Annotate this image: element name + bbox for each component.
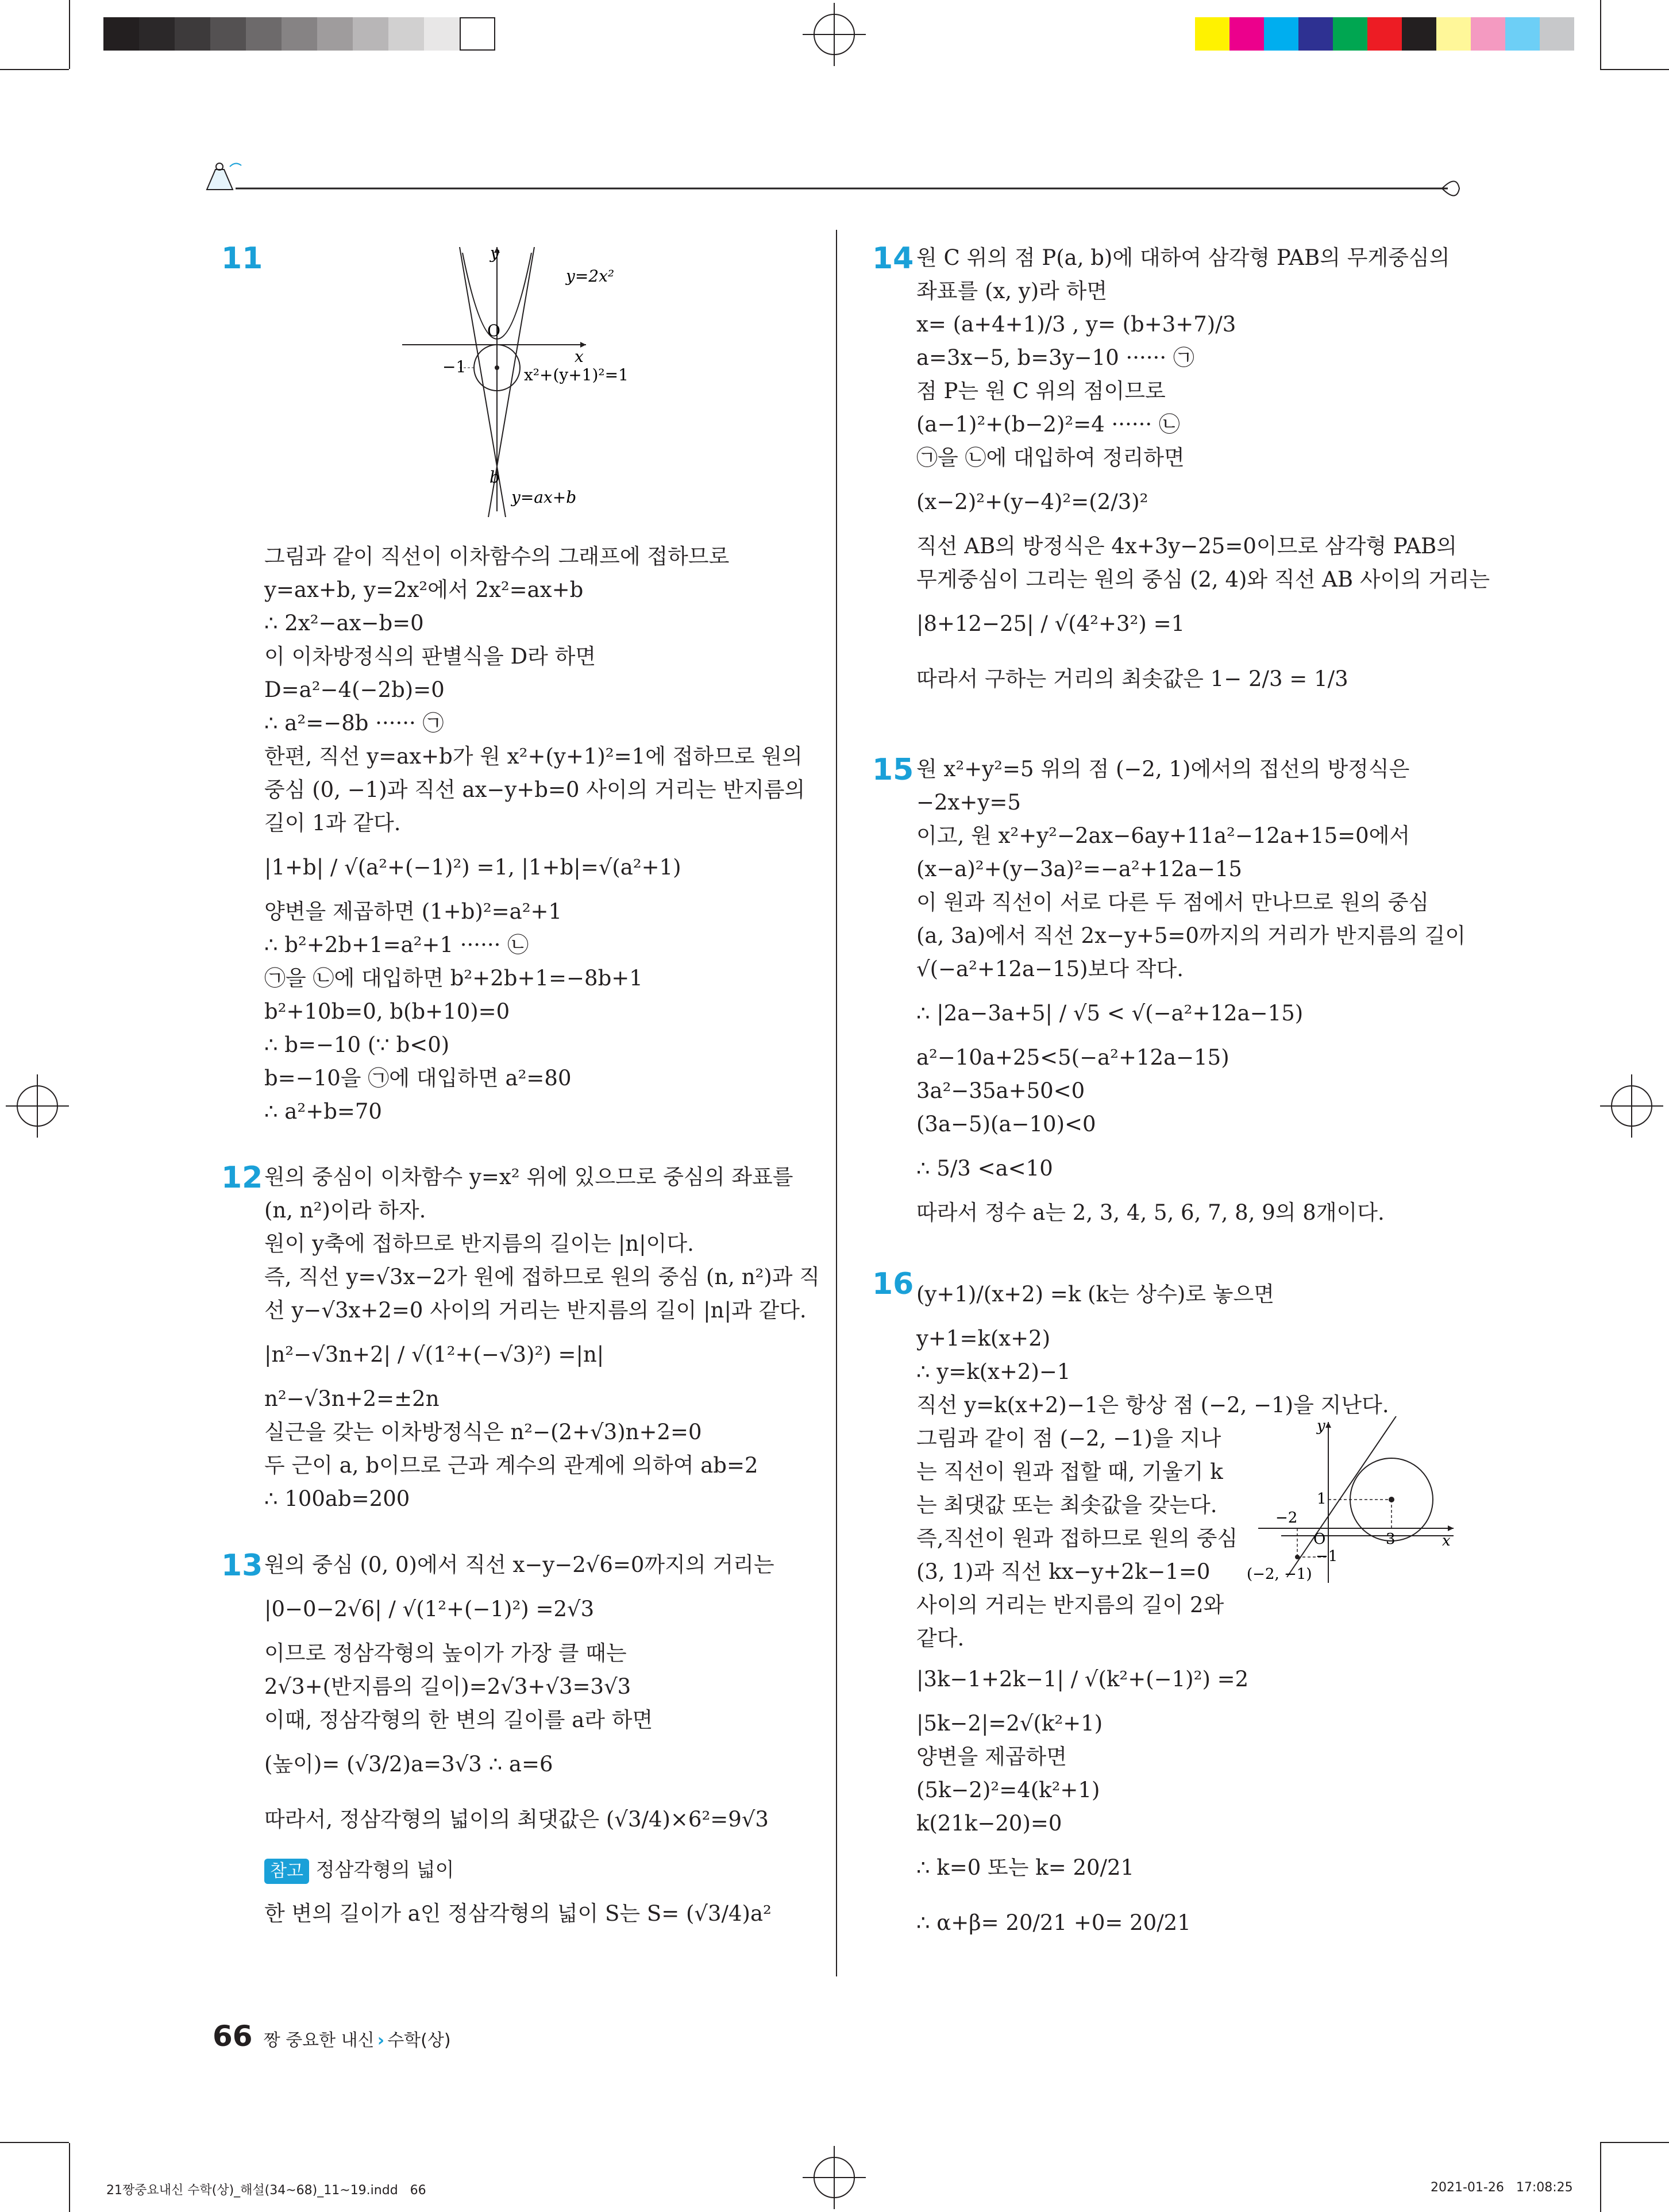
- curve-label: y=2x²: [566, 267, 615, 286]
- problem-16-solution-bottom: [916, 1652, 1491, 1951]
- solution-line: |3k−1+2k−1| / √(k²+(−1)²) =2: [916, 1667, 1249, 1691]
- problem-16-solution-wrap: [916, 1422, 1238, 1655]
- color-swatch: [1264, 17, 1298, 51]
- axis-label-y: y: [1317, 1417, 1325, 1435]
- solution-line: |1+b| / √(a²+(−1)²) =1, |1+b|=√(a²+1): [264, 855, 681, 880]
- solution-line: 이때, 정삼각형의 한 변의 길이를 a라 하면: [264, 1708, 653, 1732]
- solution-line: ∴ α+β= 20/21 +0= 20/21: [916, 1910, 1191, 1935]
- solution-line: 양변을 제곱하면 (1+b)²=a²+1: [264, 899, 562, 924]
- solution-line: k(21k−20)=0: [916, 1811, 1062, 1836]
- solution-line: 원의 중심이 이차함수 y=x² 위에 있으므로 중심의 좌표를: [264, 1165, 793, 1189]
- solution-line: 선 y−√3x+2=0 사이의 거리는 반지름의 길이 |n|과 같다.: [264, 1298, 807, 1323]
- registration-mark-top: [803, 3, 866, 66]
- solution-line: ∴ a²=−8b ······ ㉠: [264, 711, 444, 735]
- registration-mark-right: [1600, 1074, 1663, 1138]
- bell-icon: [207, 163, 241, 190]
- solution-line: 이고, 원 x²+y²−2ax−6ay+11a²−12a+15=0에서: [916, 823, 1410, 848]
- gray-swatch: [175, 17, 210, 51]
- solution-line: ∴ a²+b=70: [264, 1099, 382, 1124]
- problem-number: 13: [221, 1548, 263, 1583]
- solution-line: x= (a+4+1)/3 , y= (b+3+7)/3: [916, 312, 1236, 337]
- solution-line: ∴ b=−10 (∵ b<0): [264, 1032, 450, 1057]
- solution-line: 이므로 정삼각형의 높이가 가장 클 때는: [264, 1641, 627, 1666]
- solution-line: 두 근이 a, b이므로 근과 계수의 관계에 의하여 ab=2: [264, 1453, 758, 1478]
- solution-line: √(−a²+12a−15)보다 작다.: [916, 957, 1184, 981]
- solution-line: 2√3+(반지름의 길이)=2√3+√3=3√3: [264, 1674, 631, 1699]
- solution-line: |5k−2|=2√(k²+1): [916, 1711, 1103, 1736]
- solution-line: 사이의 거리는 반지름의 길이 2와: [916, 1593, 1224, 1617]
- solution-line: D=a²−4(−2b)=0: [264, 677, 445, 702]
- solution-line: 중심 (0, −1)과 직선 ax−y+b=0 사이의 거리는 반지름의: [264, 777, 805, 802]
- problem-15-solution: [916, 753, 1491, 1230]
- gray-swatch: [388, 17, 424, 51]
- note-line: 한 변의 길이가 a인 정삼각형의 넓이 S는 S= (√3/4)a²: [264, 1901, 772, 1926]
- subject-label: 수학(상): [387, 2030, 451, 2051]
- solution-line: ∴ k=0 또는 k= 20/21: [916, 1855, 1135, 1880]
- origin-label: O: [1313, 1531, 1326, 1548]
- color-swatch: [1229, 17, 1264, 51]
- problem-12-solution: [264, 1161, 820, 1516]
- solution-line: −2x+y=5: [916, 790, 1021, 815]
- solution-line: 이 이차방정식의 판별식을 D라 하면: [264, 644, 596, 669]
- circle-label: x²+(y+1)²=1: [524, 365, 629, 384]
- note-badge: 참고: [264, 1859, 309, 1884]
- page-number: 66: [213, 2020, 253, 2053]
- solution-line: 직선 y=k(x+2)−1은 항상 점 (−2, −1)을 지난다.: [916, 1393, 1389, 1417]
- solution-line: 따라서 정수 a는 2, 3, 4, 5, 6, 7, 8, 9의 8개이다.: [916, 1200, 1385, 1225]
- solution-line: 원이 y축에 접하므로 반지름의 길이는 |n|이다.: [264, 1231, 694, 1256]
- problem-13-solution: [264, 1548, 810, 1941]
- color-swatch: [1436, 17, 1471, 51]
- note-title: 정삼각형의 넓이: [315, 1859, 454, 1882]
- solution-line: 길이 1과 같다.: [264, 811, 401, 835]
- book-title: 짱 중요한 내신: [263, 2030, 375, 2051]
- solution-line: (5k−2)²=4(k²+1): [916, 1778, 1100, 1802]
- color-swatch: [1471, 17, 1505, 51]
- solution-line: b²+10b=0, b(b+10)=0: [264, 999, 510, 1024]
- origin-label: O: [487, 321, 500, 340]
- solution-line: (a, 3a)에서 직선 2x−y+5=0까지의 거리가 반지름의 길이: [916, 923, 1466, 948]
- color-swatch: [1402, 17, 1436, 51]
- problem-16-graph: [1247, 1416, 1459, 1589]
- axis-label-x: x: [575, 347, 584, 366]
- gray-swatch: [139, 17, 175, 51]
- tick-label-neg-one: −1: [1316, 1548, 1338, 1565]
- solution-line: 점 P는 원 C 위의 점이므로: [916, 379, 1166, 403]
- header-decoration: [195, 155, 1471, 201]
- slug-file: 21짱중요내신 수학(상)_해설(34~68)_11~19.indd 66: [106, 2183, 426, 2198]
- solution-line: a=3x−5, b=3y−10 ······ ㉠: [916, 345, 1194, 370]
- problem-number: 14: [872, 241, 914, 276]
- axis-label-y: y: [490, 247, 499, 263]
- solution-line: 이 원과 직선이 서로 다른 두 점에서 만나므로 원의 중심: [916, 890, 1429, 915]
- registration-mark-left: [6, 1074, 69, 1138]
- solution-line: (n, n²)이라 하자.: [264, 1198, 426, 1223]
- solution-line: y=ax+b, y=2x²에서 2x²=ax+b: [264, 577, 584, 602]
- column-divider: [836, 230, 837, 1976]
- solution-line: |n²−√3n+2| / √(1²+(−√3)²) =|n|: [264, 1342, 604, 1367]
- solution-line: 그림과 같이 점 (−2, −1)을 지나: [916, 1426, 1221, 1451]
- tick-label-three: 3: [1386, 1531, 1396, 1548]
- problem-number: 11: [221, 241, 263, 276]
- color-swatch: [1367, 17, 1402, 51]
- solution-line: 좌표를 (x, y)라 하면: [916, 279, 1108, 303]
- gray-swatch: [103, 17, 139, 51]
- solution-line: 3a²−35a+50<0: [916, 1078, 1085, 1103]
- solution-line: 는 최댓값 또는 최솟값을 갖는다.: [916, 1493, 1217, 1517]
- solution-line: 원의 중심 (0, 0)에서 직선 x−y−2√6=0까지의 거리는: [264, 1552, 774, 1577]
- axis-label-x: x: [1442, 1532, 1451, 1550]
- gray-swatch: [460, 17, 495, 51]
- gray-swatch: [424, 17, 460, 51]
- solution-line: 같다.: [916, 1626, 965, 1651]
- solution-line: 양변을 제곱하면: [916, 1744, 1067, 1769]
- solution-line: (x−2)²+(y−4)²=(2/3)²: [916, 490, 1148, 514]
- solution-line: n²−√3n+2=±2n: [264, 1386, 440, 1411]
- solution-line: 무게중심이 그리는 원의 중심 (2, 4)와 직선 AB 사이의 거리는: [916, 567, 1490, 592]
- problem-11-graph: [402, 247, 672, 517]
- color-swatch: [1505, 17, 1540, 51]
- tick-label-neg-two: −2: [1275, 1509, 1298, 1527]
- problem-16-solution-top: [916, 1267, 1491, 1422]
- solution-line: a²−10a+25<5(−a²+12a−15): [916, 1045, 1229, 1070]
- solution-line: ㉠을 ㉡에 대입하여 정리하면: [916, 445, 1185, 470]
- chevron-icon: ›: [377, 2030, 385, 2051]
- note-header: [264, 1853, 810, 1886]
- solution-line: 따라서 구하는 거리의 최솟값은 1− 2/3 = 1/3: [916, 666, 1348, 691]
- point-label: (−2, −1): [1247, 1566, 1312, 1583]
- solution-line: ∴ 5/3 <a<10: [916, 1156, 1053, 1181]
- solution-line: ∴ 2x²−ax−b=0: [264, 611, 424, 635]
- color-swatch: [1540, 17, 1574, 51]
- page-footer: [213, 2020, 451, 2053]
- solution-line: 즉,직선이 원과 접하므로 원의 중심: [916, 1526, 1238, 1551]
- gray-swatch: [353, 17, 388, 51]
- solution-line: b=−10을 ㉠에 대입하면 a²=80: [264, 1066, 572, 1090]
- solution-line: 따라서, 정삼각형의 넓이의 최댓값은 (√3/4)×6²=9√3: [264, 1807, 769, 1832]
- solution-line: ㉠을 ㉡에 대입하면 b²+2b+1=−8b+1: [264, 966, 643, 991]
- neg-one-label: −1: [442, 357, 467, 376]
- solution-line: (3a−5)(a−10)<0: [916, 1112, 1096, 1136]
- gray-swatch: [210, 17, 246, 51]
- color-swatch: [1333, 17, 1367, 51]
- gray-swatch: [282, 17, 317, 51]
- tick-label-one: 1: [1317, 1490, 1327, 1508]
- b-label: b: [489, 468, 500, 487]
- solution-line: 실근을 갖는 이차방정식은 n²−(2+√3)n+2=0: [264, 1420, 702, 1444]
- solution-line: (x−a)²+(y−3a)²=−a²+12a−15: [916, 857, 1242, 881]
- color-swatch: [1195, 17, 1229, 51]
- gray-swatch: [246, 17, 282, 51]
- slug-datetime: 2021-01-26 17:08:25: [1431, 2180, 1573, 2195]
- solution-line: 원 x²+y²=5 위의 점 (−2, 1)에서의 접선의 방정식은: [916, 757, 1410, 781]
- solution-line: ∴ b²+2b+1=a²+1 ······ ㉡: [264, 932, 529, 957]
- solution-line: |8+12−25| / √(4²+3²) =1: [916, 611, 1185, 636]
- solution-line: 그림과 같이 직선이 이차함수의 그래프에 접하므로: [264, 544, 730, 569]
- solution-line: |0−0−2√6| / √(1²+(−1)²) =2√3: [264, 1597, 595, 1621]
- solution-line: 즉, 직선 y=√3x−2가 원에 접하므로 원의 중심 (n, n²)과 직: [264, 1265, 820, 1289]
- color-swatch: [1298, 17, 1333, 51]
- solution-line: (a−1)²+(b−2)²=4 ······ ㉡: [916, 412, 1180, 437]
- solution-line: 는 직선이 원과 접할 때, 기울기 k: [916, 1459, 1223, 1484]
- problem-11-solution: [264, 540, 810, 1128]
- solution-line: (3, 1)과 직선 kx−y+2k−1=0: [916, 1559, 1211, 1584]
- problem-14-solution: [916, 241, 1491, 707]
- solution-line: ∴ |2a−3a+5| / √5 < √(−a²+12a−15): [916, 1001, 1304, 1026]
- solution-line: (y+1)/(x+2) =k (k는 상수)로 놓으면: [916, 1282, 1275, 1307]
- problem-number: 16: [872, 1267, 914, 1301]
- solution-line: y+1=k(x+2): [916, 1326, 1051, 1351]
- registration-mark-bottom: [803, 2146, 866, 2209]
- solution-line: ∴ y=k(x+2)−1: [916, 1359, 1071, 1384]
- solution-line: ∴ 100ab=200: [264, 1486, 410, 1511]
- solution-line: 한편, 직선 y=ax+b가 원 x²+(y+1)²=1에 접하므로 원의: [264, 744, 803, 769]
- line-label: y=ax+b: [511, 488, 577, 507]
- problem-number: 15: [872, 753, 914, 787]
- problem-number: 12: [221, 1161, 263, 1195]
- gray-swatch: [317, 17, 353, 51]
- solution-line: 직선 AB의 방정식은 4x+3y−25=0이므로 삼각형 PAB의: [916, 534, 1457, 558]
- solution-line: 원 C 위의 점 P(a, b)에 대하여 삼각형 PAB의 무게중심의: [916, 245, 1450, 270]
- solution-line: (높이)= (√3/2)a=3√3 ∴ a=6: [264, 1752, 553, 1776]
